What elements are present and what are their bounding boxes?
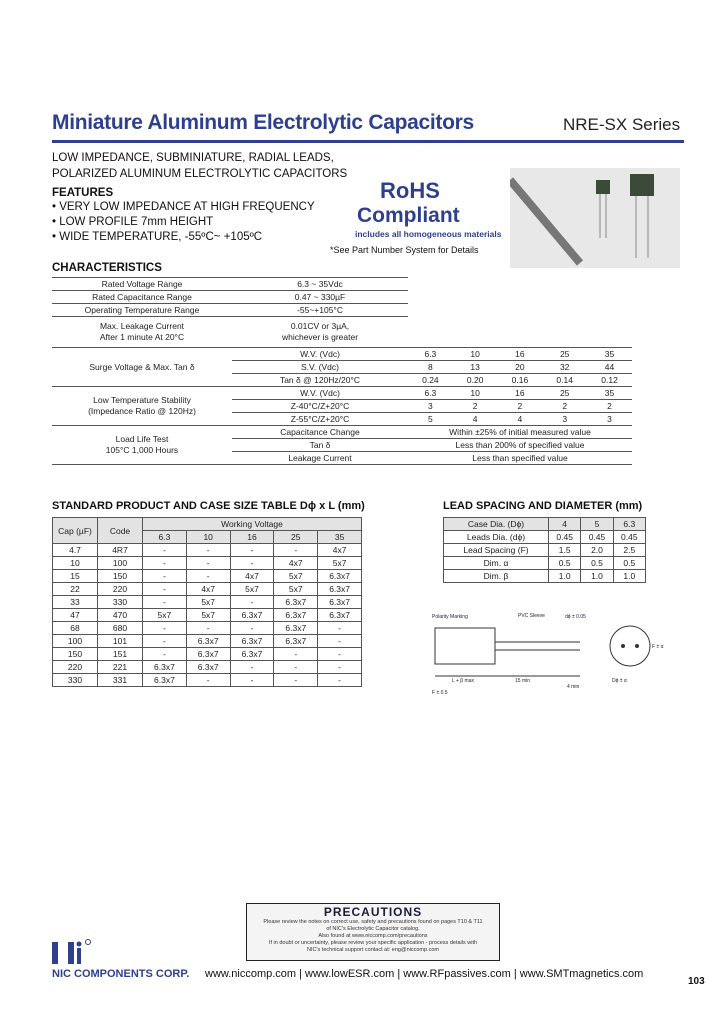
company-name: NIC COMPONENTS CORP. (52, 968, 190, 980)
table-row: 15 150 - - 4x7 5x7 6.3x7 (53, 570, 362, 583)
subtitle-line-2: POLARIZED ALUMINUM ELECTROLYTIC CAPACITORS (52, 168, 348, 180)
table-row: 22 220 - 4x7 5x7 5x7 6.3x7 (53, 583, 362, 596)
subtitle-line-1: LOW IMPEDANCE, SUBMINIATURE, RADIAL LEADS, (52, 152, 334, 164)
table-row: 47 470 5x7 5x7 6.3x7 6.3x7 6.3x7 (53, 609, 362, 622)
rohs-materials: includes all homogeneous materials (355, 229, 502, 239)
dim-ld-label: dϕ ± 0.05 (565, 614, 586, 620)
rohs-compliant: Compliant (357, 204, 460, 227)
precautions-title: PRECAUTIONS (323, 905, 423, 919)
dim-l-label: L + β max (452, 678, 475, 684)
characteristics-table: Rated Voltage Range 6.3 ~ 35Vdc Rated Capacitance Range 0.47 ~ 330µF Operating Temperature Range -55~+105°C Max. Leakage Current After 1 minute At 20°C 0.01CV or 3µA, whichever is greater Surge Voltage & Max. Tan δ W.V. (Vdc) 6.3 10 16 25 35 S.V. (Vdc) 8 13 20 32 44 Tan δ @ 120Hz/20°C 0.24 0.20 0.16 0.14 0.12 Low Temperature Stability (Impedance Ratio @ 120Hz) W.V. (Vdc) 6.3 10 16 25 35 Z-40°C/Z+20°C 3 2 2 2 2 Z-55°C/Z+20°C 5 4 4 3 3 Load Life Test 105°C 1,000 Hours Capacitance Change Within ±25% of initial measured value Tan δ Less than 200% of specified value Leakage Current Less than specified value (52, 277, 632, 465)
characteristics-heading: CHARACTERISTICS (52, 262, 162, 274)
capacitor-photo (510, 168, 680, 268)
lead-table: Case Dia. (Dϕ) 4 5 6.3 Leads Dia. (dϕ) 0.45 0.45 0.45 Lead Spacing (F) 1.5 2.0 2.5 Dim. α 0.5 0.5 0.5 Dim. β 1.0 1.0 1.0 (443, 517, 646, 583)
dimension-diagram (430, 608, 680, 688)
page-number: 103 (688, 976, 705, 987)
lead-table-heading: LEAD SPACING AND DIAMETER (mm) (443, 500, 643, 512)
dim-f-label: F ± 0.5 (432, 690, 448, 696)
table-row: 33 330 - 5x7 - 6.3x7 6.3x7 (53, 596, 362, 609)
table-row: 68 680 - - - 6.3x7 - (53, 622, 362, 635)
table-row: 220 221 6.3x7 6.3x7 - - - (53, 661, 362, 674)
feature-item: • LOW PROFILE 7mm HEIGHT (52, 216, 214, 228)
table-row: Leads Dia. (dϕ) 0.45 0.45 0.45 (444, 531, 646, 544)
dim-4-label: 4 min (567, 684, 580, 690)
dim-fa-label: F ± α (652, 644, 664, 650)
table-row: 330 331 6.3x7 - - - - (53, 674, 362, 687)
std-table-heading: STANDARD PRODUCT AND CASE SIZE TABLE Dϕ x L (mm) (52, 500, 365, 512)
dim-15-label: 15 min (515, 678, 531, 684)
table-row: Dim. α 0.5 0.5 0.5 (444, 557, 646, 570)
feature-item: • VERY LOW IMPEDANCE AT HIGH FREQUENCY (52, 201, 315, 213)
nic-logo-icon (52, 938, 92, 966)
std-product-table: Cap (µF) Code Working Voltage 6.3 10 16 25 35 4.7 4R7 - - - - 4x7 10 100 - - - 4x7 5x7 15 150 - - 4x7 5x7 6.3x7 22 220 - 4x7 5x7 5x7 6.3x7 33 330 - 5x7 - 6.3x7 6.3x7 47 470 5x7 5x7 6.3x7 6.3x7 6.3x7 68 680 - - - 6.3x7 - 100 101 - 6.3x7 6.3x7 6.3x7 - 150 151 - 6.3x7 6.3x7 - - 220 221 6.3x7 6.3x7 - - - 330 331 6.3x7 - - - - (52, 517, 362, 687)
rohs-title: RoHS (380, 178, 440, 203)
table-row: 150 151 - 6.3x7 6.3x7 - - (53, 648, 362, 661)
dim-d-label: Dϕ ± α (612, 678, 627, 684)
precautions-box: PRECAUTIONS Please review the notes on correct use, safety and precautions found on pages T10 & T11 of NIC's Electrolytic Capacitor catalog. Also found at www.niccomp.com/precautions If in doubt or uncertainty, please review your specific application - process details with NIC's technical support contact at: eng@niccomp.com (246, 903, 500, 961)
table-row: 4.7 4R7 - - - - 4x7 (53, 544, 362, 557)
feature-item: • WIDE TEMPERATURE, -55ºC~ +105ºC (52, 231, 263, 243)
page-title: Miniature Aluminum Electrolytic Capacitors (52, 111, 474, 134)
sleeve-label: PVC Sleeve (518, 613, 545, 619)
table-row: Dim. β 1.0 1.0 1.0 (444, 570, 646, 583)
table-row: Lead Spacing (F) 1.5 2.0 2.5 (444, 544, 646, 557)
footer-links[interactable]: www.niccomp.com | www.lowESR.com | www.RFpassives.com | www.SMTmagnetics.com (205, 968, 644, 980)
features-heading: FEATURES (52, 187, 114, 199)
polarity-label: Polarity Marking (432, 614, 468, 620)
table-row: 100 101 - 6.3x7 6.3x7 6.3x7 - (53, 635, 362, 648)
rohs-note: *See Part Number System for Details (330, 245, 479, 255)
title-rule (52, 140, 684, 143)
series-name: NRE-SX Series (563, 115, 681, 134)
table-row: 10 100 - - - 4x7 5x7 (53, 557, 362, 570)
